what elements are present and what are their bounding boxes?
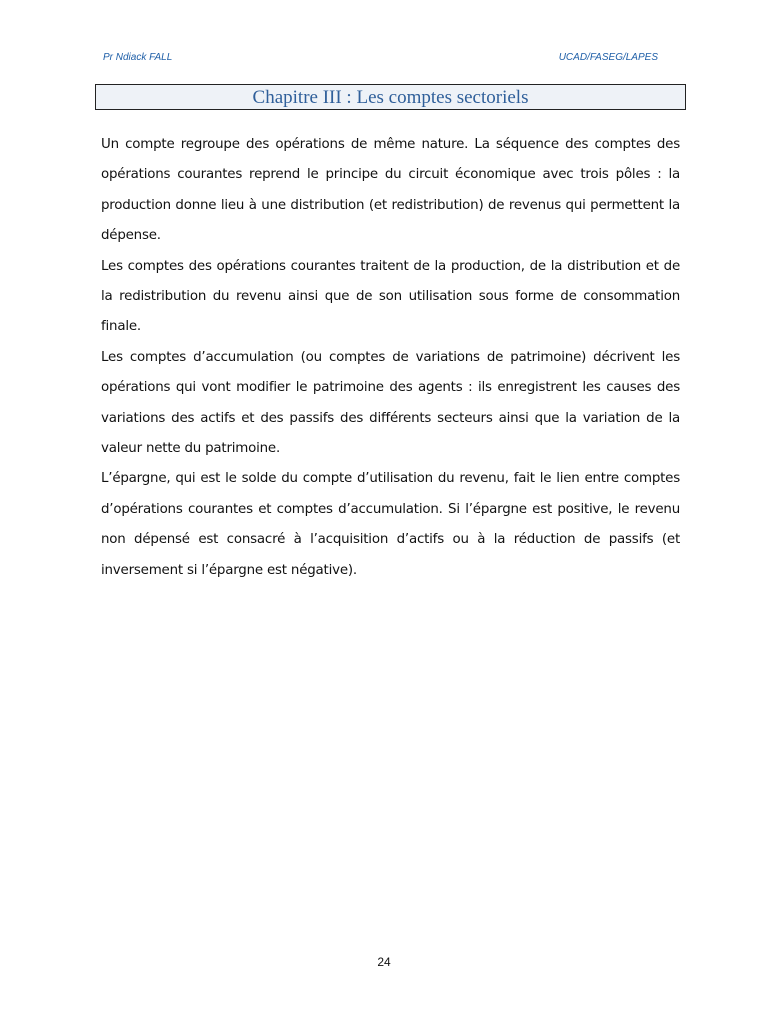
header-author: Pr Ndiack FALL	[103, 52, 173, 63]
header-institution: UCAD/FASEG/LAPES	[558, 52, 658, 63]
paragraph: Un compte regroupe des opérations de même nature. La séquence des comptes des opérations courantes reprend le principe du circuit économique avec trois pôles : la production donne lieu à une distribution (et redistribution) de revenus qui permettent la dépense.	[101, 137, 680, 244]
paragraph: Les comptes des opérations courantes traitent de la production, de la distribution et de la redistribution du revenu ainsi que de son utilisation sous forme de consommation finale.	[101, 258, 680, 335]
paragraph: L’épargne, qui est le solde du compte d’utilisation du revenu, fait le lien entre comptes d’opérations courantes et comptes d’accumulation. Si l’épargne est positive, le revenu non dépensé est consacré à l’acquisition d’actifs ou à la réduction de passifs (et inversement si l’épargne est négative).	[101, 471, 680, 578]
chapter-title-box	[95, 84, 686, 110]
body-text	[101, 130, 680, 586]
page-number: 24	[377, 955, 391, 969]
chapter-title: Chapitre III : Les comptes sectoriels	[252, 86, 529, 108]
paragraph: Les comptes d’accumulation (ou comptes de variations de patrimoine) décrivent les opérations qui vont modifier le patrimoine des agents : ils enregistrent les causes des variations des actifs et des passifs des différents secteurs ainsi que la variation de la valeur nette du patrimoine.	[101, 349, 680, 457]
